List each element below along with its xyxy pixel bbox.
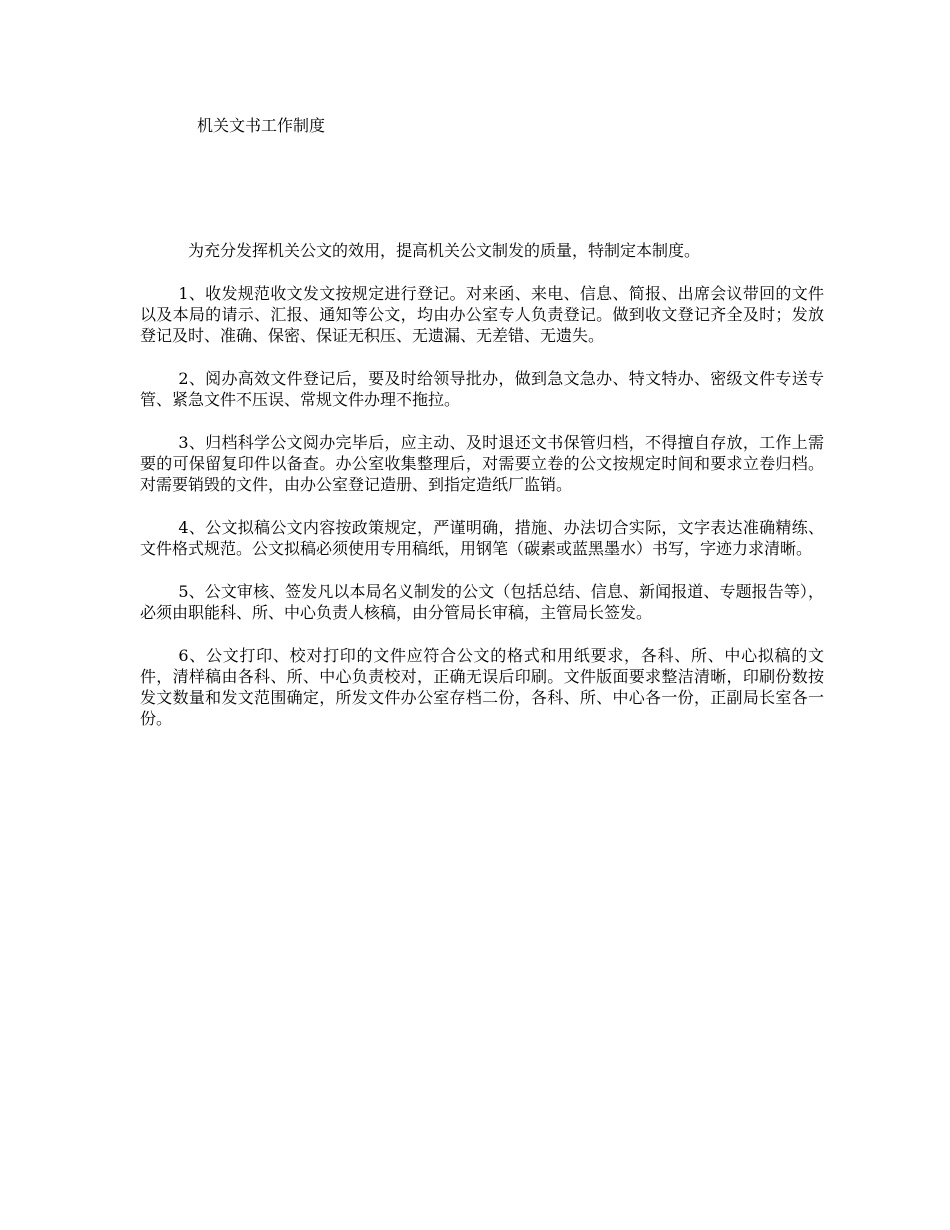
paragraph-reading-handling: 2、阅办高效文件登记后，要及时给领导批办，做到急文急办、特文特办、密级文件专送专管、紧急文件不压误、常规文件办理不拖拉。 [140,369,824,409]
paragraph-archiving: 3、归档科学公文阅办完毕后，应主动、及时退还文书保管归档，不得擅自存放，工作上需要的可保留复印件以备查。办公室收集整理后，对需要立卷的公文按规定时间和要求立卷归档。对需要销毁的文件，由办公室登记造册、到指定造纸厂监销。 [140,433,824,494]
paragraph-review-signoff: 5、公文审核、签发凡以本局名义制发的公文（包括总结、信息、新闻报道、专题报告等），必须由职能科、所、中心负责人核稿，由分管局长审稿，主管局长签发。 [140,582,824,622]
paragraph-drafting: 4、公文拟稿公文内容按政策规定，严谨明确，措施、办法切合实际，文字表达准确精练、文件格式规范。公文拟稿必须使用专用稿纸，用钢笔（碳素或蓝黑墨水）书写，字迹力求清晰。 [140,518,824,558]
paragraph-receiving-dispatching: 1、收发规范收文发文按规定进行登记。对来函、来电、信息、简报、出席会议带回的文件以及本局的请示、汇报、通知等公文，均由办公室专人负责登记。做到收文登记齐全及时；发放登记及时、准确、保密、保证无积压、无遗漏、无差错、无遗失。 [140,284,824,345]
intro-paragraph: 为充分发挥机关公文的效用，提高机关公文制发的质量，特制定本制度。 [188,241,701,260]
document-body [140,240,824,751]
paragraph-printing-proofreading: 6、公文打印、校对打印的文件应符合公文的格式和用纸要求，各科、所、中心拟稿的文件，清样稿由各科、所、中心负责校对，正确无误后印刷。文件版面要求整洁清晰，印刷份数按发文数量和发文范围确定，所发文件办公室存档二份，各科、所、中心各一份，正副局长室各一份。 [140,646,824,728]
document-title: 机关文书工作制度 [197,116,326,135]
